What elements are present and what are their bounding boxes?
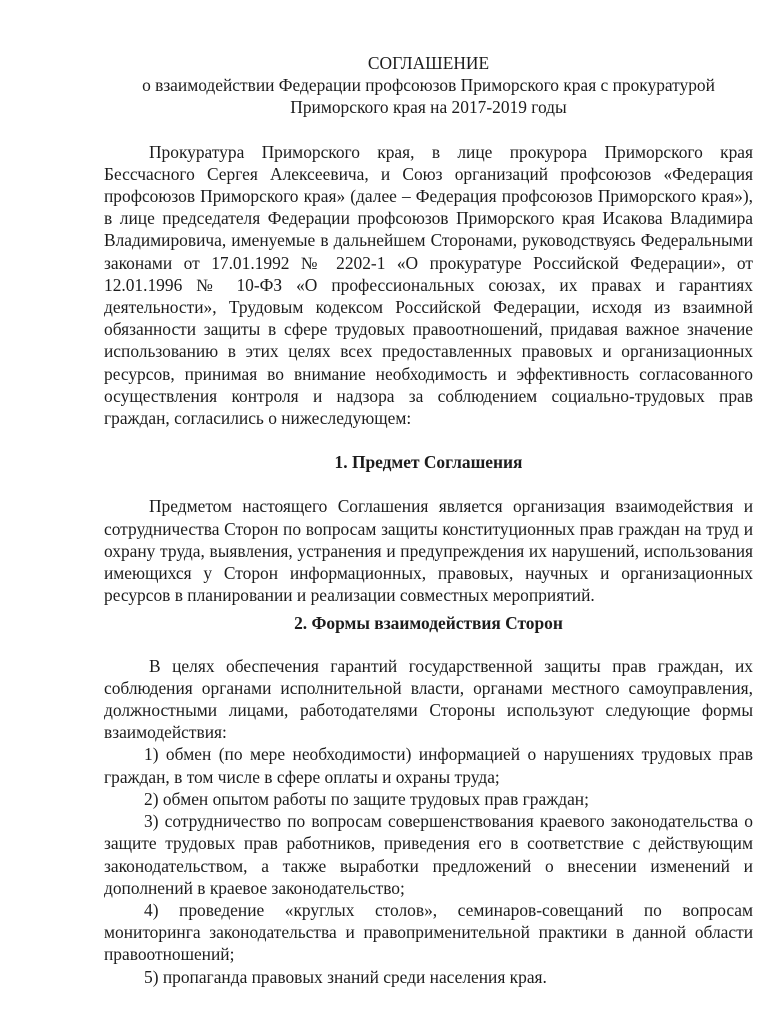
section-2-intro: В целях обеспечения гарантий государственной защиты прав граждан, их соблюдения органами исполнительной власти, органами местного самоуправления, должностными лицами, работодателями Стороны используют следующие формы взаимодействия:: [104, 655, 753, 743]
section-1-heading: 1. Предмет Соглашения: [334, 452, 523, 473]
section-1-text: Предметом настоящего Соглашения является организация взаимодействия и сотрудничества Сторон по вопросам защиты конституционных прав граждан на труд и охрану труда, выявления, устранения и предупреждения их нарушений, использования имеющихся у Сторон информационных, правовых, научных и организационных ресурсов в планировании и реализации совместных мероприятий.: [104, 496, 753, 606]
document-header: [104, 52, 753, 119]
list-item: 5) пропаганда правовых знаний среди населения края.: [144, 966, 547, 987]
list-item: 4) проведение «круглых столов», семинаров-совещаний по вопросам мониторинга законодательства и правоприменительной практики в данной области правоотношений;: [104, 899, 753, 965]
list-item: 1) обмен (по мере необходимости) информацией о нарушениях трудовых прав граждан, в том числе в сфере оплаты и охраны труда;: [104, 744, 753, 787]
section-2-heading: 2. Формы взаимодействия Сторон: [294, 613, 563, 634]
list-item: 3) сотрудничество по вопросам совершенствования краевого законодательства о защите трудовых прав работников, приведения его в соответствие с действующим законодательством, а также выработки предложений о внесении изменений и дополнений в краевое законодательство;: [104, 811, 753, 898]
document-title: СОГЛАШЕНИЕ: [367, 53, 490, 73]
preamble-paragraph: Прокуратура Приморского края, в лице прокурора Приморского края Бессчасного Сергея Алексеевича, и Союз организаций профсоюзов «Федерация профсоюзов Приморского края» (далее – Федерация профсоюзов Приморского края»), в лице председателя Федерации профсоюзов Приморского края Исакова Владимира Владимировича, именуемые в дальнейшем Сторонами, руководствуясь Федеральными законами от 17.01.1992 № 2202-1 «О прокуратуре Российской Федерации», от 12.01.1996 № 10-ФЗ «О профессиональных союзах, их правах и гарантиях деятельности», Трудовым кодексом Российской Федерации, исходя из взаимной обязанности защиты в сфере трудовых правоотношений, придавая важное значение использованию в этих целях всех предоставленных правовых и организационных ресурсов, принимая во внимание необходимость и эффективность согласованного осуществления контроля и надзора за соблюдением социально-трудовых прав граждан, согласились о нижеследующем:: [104, 141, 753, 429]
document-subtitle: о взаимодействии Федерации профсоюзов Приморского края с прокуратурой Приморского края на 2017-2019 годы: [142, 75, 715, 118]
list-item: 2) обмен опытом работы по защите трудовых прав граждан;: [144, 788, 589, 809]
